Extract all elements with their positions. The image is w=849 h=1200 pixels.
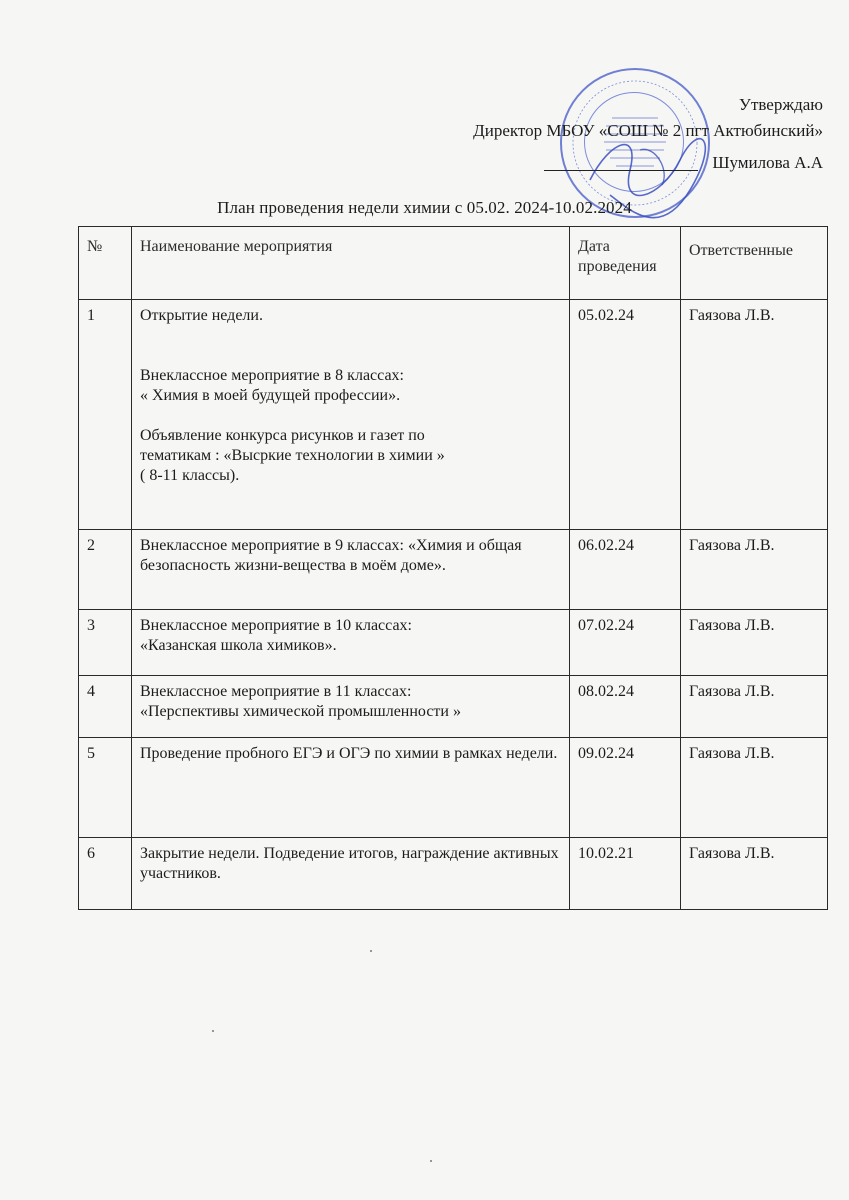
director-name: Шумилова А.А: [712, 153, 823, 172]
row-num: 1: [79, 300, 132, 530]
table-row: [79, 300, 828, 530]
row-date: 09.02.24: [570, 738, 681, 838]
row-num: 3: [79, 610, 132, 676]
table-row: [79, 610, 828, 676]
approval-block: [473, 92, 823, 176]
table-row: [79, 838, 828, 910]
row-date: 05.02.24: [570, 300, 681, 530]
event-line: ( 8-11 классы).: [140, 467, 240, 484]
row-events: [132, 838, 570, 910]
table-row: [79, 530, 828, 610]
event-line: « Химия в моей будущей профессии».: [140, 387, 401, 404]
row-events: [132, 300, 570, 530]
row-resp: Гаязова Л.В.: [681, 676, 828, 738]
paper-speck: [370, 950, 372, 952]
row-resp: Гаязова Л.В.: [681, 300, 828, 530]
row-events: [132, 610, 570, 676]
row-num: 4: [79, 676, 132, 738]
row-date: 06.02.24: [570, 530, 681, 610]
event-line: Внеклассное мероприятие в 8 классах:: [140, 367, 404, 384]
row-num: 5: [79, 738, 132, 838]
row-date: 07.02.24: [570, 610, 681, 676]
row-date: 08.02.24: [570, 676, 681, 738]
row-resp: Гаязова Л.В.: [681, 610, 828, 676]
row-resp: Гаязова Л.В.: [681, 738, 828, 838]
event-line: тематикам : «Выcркие технологии в химии »: [140, 447, 445, 464]
event-line: «Казанская школа химиков».: [140, 637, 337, 654]
event-line: «Перспективы химической промышленности »: [140, 703, 461, 720]
table-row: [79, 738, 828, 838]
header-resp: Ответственные: [681, 227, 828, 300]
row-num: 2: [79, 530, 132, 610]
row-date: 10.02.21: [570, 838, 681, 910]
document-title: План проведения недели химии с 05.02. 2024-10.02.2024: [217, 198, 632, 217]
row-events: [132, 676, 570, 738]
paper-speck: [212, 1030, 214, 1032]
row-resp: Гаязова Л.В.: [681, 530, 828, 610]
signature-line: [544, 170, 698, 171]
header-num: №: [79, 227, 132, 300]
event-line: Открытие недели.: [140, 307, 263, 324]
director-signature-row: [473, 150, 823, 176]
table-header-row: [79, 227, 828, 300]
row-events: [132, 530, 570, 610]
row-events: [132, 738, 570, 838]
event-line: Внеклассное мероприятие в 10 классах:: [140, 617, 412, 634]
paper-speck: [430, 1160, 432, 1162]
row-num: 6: [79, 838, 132, 910]
table-row: [79, 676, 828, 738]
header-name: Наименование мероприятия: [132, 227, 570, 300]
header-date: Дата проведения: [570, 227, 681, 300]
approval-heading: Утверждаю: [738, 95, 823, 114]
director-title: Директор МБОУ «СОШ № 2 пгт Актюбинский»: [473, 121, 823, 140]
event-line: Внеклассное мероприятие в 9 классах: «Химия и общая безопасность жизни-вещества в моём доме».: [140, 537, 522, 574]
event-line: Объявление конкурса рисунков и газет по: [140, 427, 425, 444]
row-resp: Гаязова Л.В.: [681, 838, 828, 910]
event-line: Внеклассное мероприятие в 11 классах:: [140, 683, 412, 700]
events-table: [78, 226, 828, 910]
event-line: Закрытие недели. Подведение итогов, награждение активных участников.: [140, 845, 559, 882]
event-line: Проведение пробного ЕГЭ и ОГЭ по химии в рамках недели.: [140, 745, 558, 762]
